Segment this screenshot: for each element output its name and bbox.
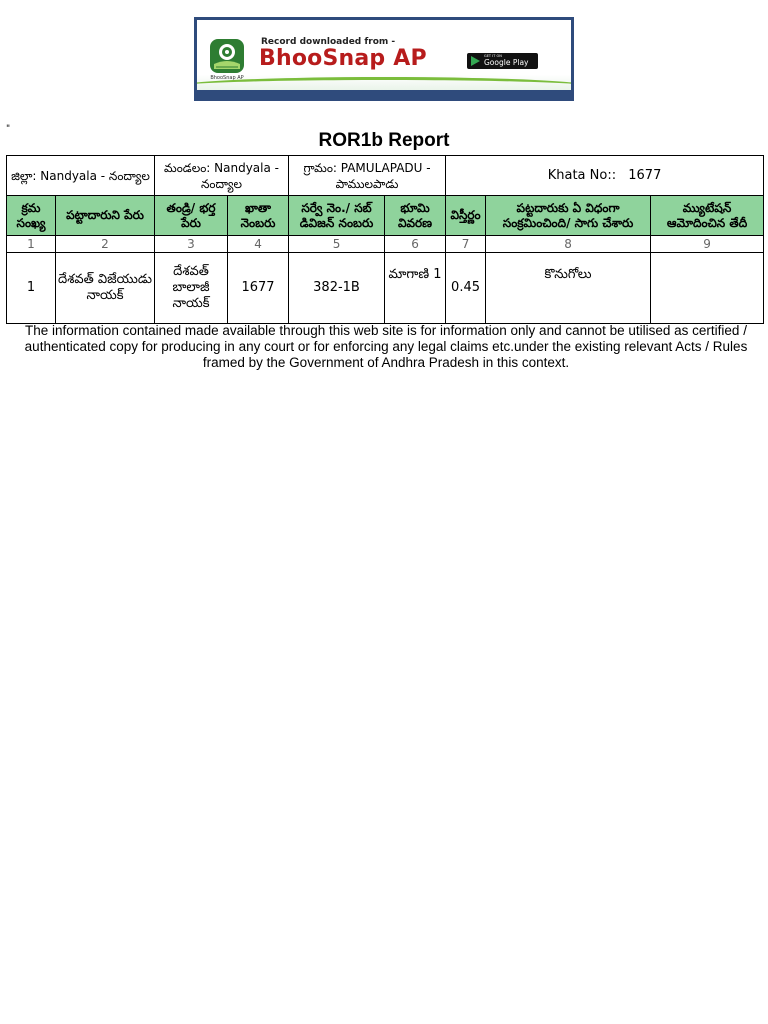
google-play-badge[interactable] (467, 53, 538, 69)
column-number: 4 (228, 236, 289, 253)
village-cell: గ్రామం: PAMULAPADU - పాములపాడు (289, 156, 446, 196)
brand-name: BhooSnap AP (259, 46, 427, 71)
logo-caption: BhooSnap AP (210, 75, 244, 81)
owner-name-cell: దేశవత్ విజేయుడు నాయక్ (56, 253, 155, 324)
column-number-row (7, 236, 764, 253)
father-name-cell: దేశవత్ బాలాజీ నాయక్ (155, 253, 228, 324)
header-cell: పట్టదారుకు ఏ విధంగా సంక్రమించింది/ సాగు చేశారు (486, 196, 651, 236)
header-cell: ఖాతా నెంబరు (228, 196, 289, 236)
acquisition-cell: కొనుగోలు (486, 253, 651, 324)
survey-number-cell: 382-1B (289, 253, 385, 324)
disclaimer-text: The information contained made available through this web site is for information only and cannot be utilised as certified / authenticated copy for producing in any court or for enforcing any legal claims etc.under the existing relevant Acts / Rules framed by the Government of Andhra Pradesh in this context. (24, 323, 748, 370)
khata-cell (446, 156, 764, 196)
column-number: 5 (289, 236, 385, 253)
district-cell: జిల్లా: Nandyala - నంద్యాల (7, 156, 155, 196)
meta-row (7, 156, 764, 196)
header-cell: సర్వే నెం./ సబ్ డివిజన్ నంబరు (289, 196, 385, 236)
bhoosnap-banner (194, 17, 574, 101)
table-row (7, 253, 764, 324)
record-downloaded-text: Record downloaded from - (261, 37, 396, 47)
extent-cell: 0.45 (446, 253, 486, 324)
column-number: 8 (486, 236, 651, 253)
banner-swoosh (197, 77, 571, 90)
header-row (7, 196, 764, 236)
store-big-text: Google Play (484, 58, 529, 67)
header-cell: భూమి వివరణ (385, 196, 446, 236)
header-cell: క్రమ సంఖ్య (7, 196, 56, 236)
bhoosnap-logo-icon (209, 38, 245, 74)
khata-number-cell: 1677 (228, 253, 289, 324)
stray-mark: " (6, 124, 11, 134)
serial-number-cell: 1 (7, 253, 56, 324)
header-cell: విస్తీర్ణం (446, 196, 486, 236)
header-cell: మ్యుటేషన్ ఆమోదించిన తేదీ (651, 196, 764, 236)
column-number: 3 (155, 236, 228, 253)
column-number: 6 (385, 236, 446, 253)
ror-table (6, 155, 764, 324)
land-type-cell: మాగాణి 1 (385, 253, 446, 324)
column-number: 9 (651, 236, 764, 253)
report-title: ROR1b Report (318, 130, 450, 151)
column-number: 2 (56, 236, 155, 253)
column-number: 1 (7, 236, 56, 253)
header-cell: పట్టాదారుని పేరు (56, 196, 155, 236)
header-cell: తండ్రి/ భర్త పేరు (155, 196, 228, 236)
banner-panel (197, 20, 571, 90)
column-number: 7 (446, 236, 486, 253)
store-small-text: GET IT ON (484, 54, 502, 58)
mandal-cell: మండలం: Nandyala - నంద్యాల (155, 156, 289, 196)
play-store-icon (471, 56, 480, 66)
khata-value: 1677 (628, 167, 662, 183)
mutation-date-cell (651, 253, 764, 324)
khata-label: Khata No:: (547, 167, 617, 183)
